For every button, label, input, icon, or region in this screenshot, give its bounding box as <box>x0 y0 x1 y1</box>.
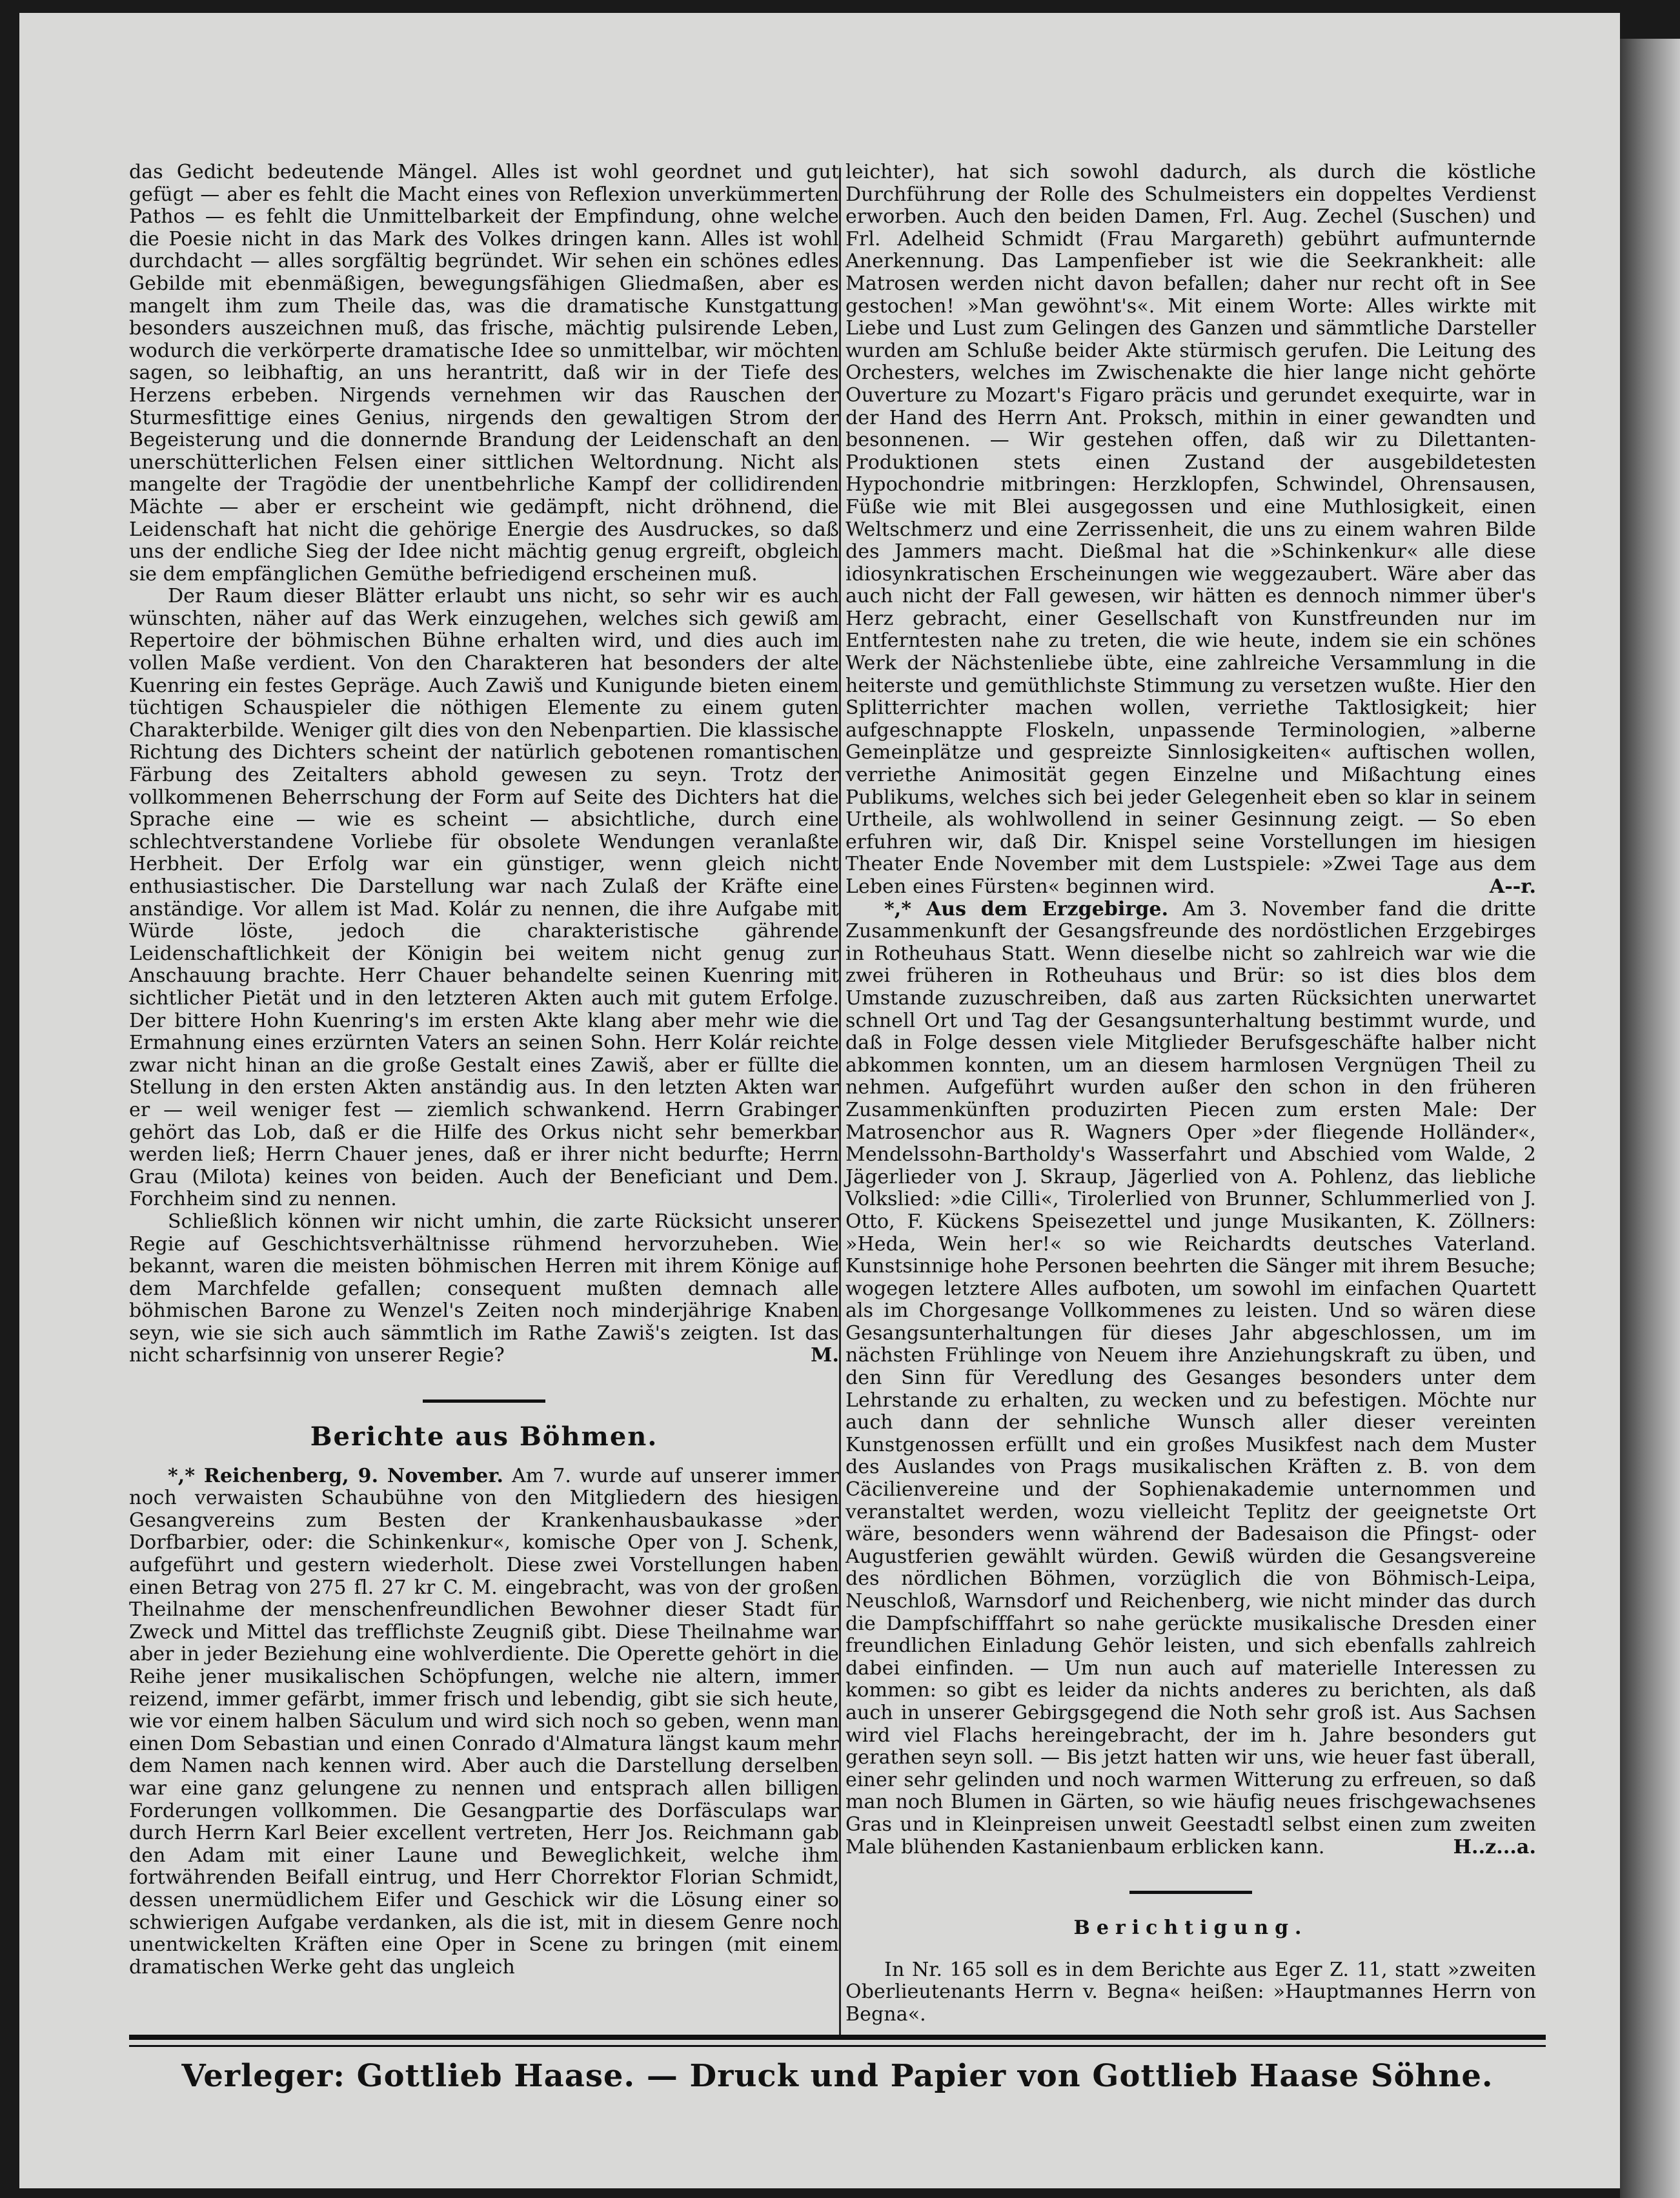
report-reichenberg <box>129 1465 839 1979</box>
review-paragraph-2: Der Raum dieser Blätter erlaubt uns nicht, so sehr wir es auch wünschten, näher auf das Werk einzugehen, welches sich gewiß am Repertoire der böhmischen Bühne erhalten wird, und dies auch im vollen Maße verdient. Von den Charakteren hat besonders der alte Kuenring ein festes Gepräge. Auch Zawiš und Kunigunde bieten einem tüchtigen Schauspieler die nöthigen Elemente zu einem guten Charakterbilde. Weniger gilt dies von den Nebenpartien. Die klassische Richtung des Dichters scheint der natürlich gebotenen romantischen Färbung des Zeitalters abhold gewesen zu seyn. Trotz der vollkommenen Beherrschung der Form auf Seite des Dichters hat die Sprache eine — wie es scheint — absichtliche, durch eine schlechtverstandene Vorliebe für obsolete Wendungen veranlaßte Herbheit. Der Erfolg war ein günstiger, wenn gleich nicht enthusiastischer. Die Darstellung war nach Zulaß der Kräfte eine anständige. Vor allem ist Mad. Kolár zu nennen, die ihre Aufgabe mit Würde löste, jedoch die charakteristische gährende Leidenschaftlichkeit der Königin bei weitem nicht genug zur Anschauung brachte. Herr Chauer behandelte seinen Kuenring mit sichtlicher Pietät und in den letzteren Akten auch mit gutem Erfolge. Der bittere Hohn Kuenring's im ersten Akte klang aber mehr wie die Ermahnung eines erzürnten Vaters an seinen Sohn. Herr Kolár reichte zwar nicht hinan an die große Gestalt eines Zawiš, aber er füllte die Stellung in den ersten Akten anständig aus. In den letzten Akten war er — weil weniger fest — ziemlich schwankend. Herrn Grabinger gehört das Lob, daß er die Hilfe des Orkus nicht sehr bemerkbar werden ließ; Herrn Chauer jenes, daß er ihrer nicht bedurfte; Herrn Grau (Milota) keines von beiden. Auch der Beneficiant und Dem. Forchheim sind zu nennen. <box>129 585 839 1211</box>
reichenberg-signature: A--r. <box>1489 875 1536 898</box>
erzgebirge-dateline: *,* Aus dem Erzgebirge. <box>884 897 1169 921</box>
column-rule <box>839 168 841 2037</box>
reichenberg-continued-text: leichter), hat sich sowohl dadurch, als durch die köstliche Durchführung der Rolle des Schulmeisters ein doppeltes Verdienst erworben. Auch den beiden Damen, Frl. Aug. Zechel (Suschen) und Frl. Adelheid Schmidt (Frau Margareth) gebührt aufmunternde Anerkennung. Das Lampenfieber ist wie die Seekrankheit: alle Matrosen werden nicht davon befallen; daher nur recht oft in See gestochen! »Man gewöhnt's«. Mit einem Worte: Alles wirkte mit Liebe und Lust zum Gelingen des Ganzen und sämmtliche Darsteller wurden am Schluße beider Akte stürmisch gerufen. Die Leitung des Orchesters, welches im Zwischenakte die hier lange nicht gehörte Ouverture zu Mozart's Figaro präcis und gerundet exequirte, war in der Hand des Herrn Ant. Proksch, mithin in einer gewandten und besonnenen. — Wir gestehen offen, daß wir zu Dilettanten-Produktionen stets einen Zustand der ausgebildetesten Hypochondrie mitbringen: Herzklopfen, Schwindel, Ohrensausen, Füße wie mit Blei ausgegossen und eine Muthlosigkeit, einen Weltschmerz und eine Zerrissenheit, die uns zu einem wahren Bilde des Jammers macht. Dießmal hat die »Schinkenkur« alle diese idiosynkratischen Erscheinungen wie weggezaubert. Wäre aber das auch nicht der Fall gewesen, wir hätten es dennoch nimmer über's Herz gebracht, einer Gesellschaft von Kunstfreunden nur im Entferntesten nahe zu treten, die wie heute, indem sie ein schönes Werk der Nächstenliebe übte, eine zahlreiche Versammlung in die heiterste und gemüthlichste Stimmung zu versetzen wußte. Hier den Splitterrichter machen wollen, verriethe Taktlosigkeit; hier aufgeschnappte Floskeln, unpassende Terminologien, »alberne Gemeinplätze und gespreizte Sinnlosigkeiten« auftischen wollen, verriethe Animosität gegen Einzelne und Mißachtung eines Publikums, welches sich bei jeder Gelegenheit eben so klar in seinem Urtheile, als wohlwollend in seiner Gesinnung zeigt. — So eben erfuhren wir, daß Dir. Knispel seine Vorstellungen im hiesigen Theater Ende November mit dem Lustspiele: »Zwei Tage aus dem Leben eines Fürsten« beginnen wird. <box>845 161 1536 898</box>
footer-rule-thick <box>129 2035 1546 2040</box>
review-paragraph-3 <box>129 1211 839 1367</box>
book-edge <box>1620 39 1680 2198</box>
report-erzgebirge <box>845 899 1536 1859</box>
erzgebirge-signature: H..z...a. <box>1453 1835 1536 1858</box>
review-paragraph-3-text: Schließlich können wir nicht umhin, die zarte Rücksicht unserer Regie auf Geschichtsverhältnisse rühmend hervorzuheben. Wie bekannt, waren die meisten böhmischen Herren mit ihrem Könige auf dem Marchfelde gefallen; consequent mußten demnach alle böhmischen Barone zu Wenzel's Zeiten noch minderjährige Knaben seyn, wie sie sich auch sämmtlich im Rathe Zawiš's zeigten. Ist das nicht scharfsinnig von unserer Regie? <box>129 1210 839 1367</box>
reichenberg-continued <box>845 161 1536 899</box>
reichenberg-body: Am 7. wurde auf unserer immer noch verwaisten Schaubühne von den Mitgliedern des hiesigen Gesangvereins zum Besten der Krankenhausbaukasse »der Dorfbarbier, oder: die Schinkenkur«, komische Oper von J. Schenk, aufgeführt und gestern wiederholt. Diese zwei Vorstellungen haben einen Betrag von 275 fl. 27 kr C. M. eingebracht, was von der großen Theilnahme der menschenfreundlichen Bewohner dieser Stadt für Zweck und Mittel das trefflichste Zeugniß gibt. Diese Theilnahme war aber in jeder Beziehung eine wohlverdiente. Die Operette gehört in die Reihe jener musikalischen Schöpfungen, welche nie altern, immer reizend, immer gefärbt, immer frisch und lebendig, gibt sie sich heute, wie vor einem halben Säculum und wird sich noch so geben, wenn man einen Dom Sebastian und einen Conrado d'Almatura längst kaum mehr dem Namen nach kennen wird. Aber auch die Darstellung derselben war eine ganz gelungene zu nennen und entsprach allen billigen Forderungen vollkommen. Die Gesangpartie des Dorfäsculaps war durch Herrn Karl Beier excellent vertreten, Herr Jos. Reichmann gab den Adam mit einer Laune und Beweglichkeit, welche ihm fortwährenden Beifall eintrug, und Herr Chorrektor Florian Schmidt, dessen unermüdlichem Eifer und Geschick wir die Lösung einer so schwierigen Aufgabe verdanken, als die ist, mit in diesem Genre noch unentwickelten Kräften eine Oper in Scene zu bringen (mit einem dramatischen Werke geht das ungleich <box>129 1464 839 1979</box>
footer-rule-thin <box>129 2045 1546 2047</box>
review-signature: M. <box>811 1344 839 1367</box>
section-title: Berichte aus Böhmen. <box>310 1421 658 1452</box>
correction-divider <box>1129 1891 1252 1894</box>
reichenberg-dateline: *,* Reichenberg, 9. November. <box>168 1464 504 1487</box>
correction-body: In Nr. 165 soll es in dem Berichte aus Eger Z. 11, statt »zweiten Oberlieutenants Herrn v. Begna« heißen: »Hauptmannes Herrn von Begna«. <box>845 1958 1536 2026</box>
erzgebirge-body: Am 3. November fand die dritte Zusammenkunft der Gesangsfreunde des nordöstlichen Erzgebirges in Rotheuhaus Statt. Wenn dieselbe nicht so zahlreich war wie die zwei früheren in Rotheuhaus und Brür: so ist dies blos dem Umstande zuzuschreiben, daß aus zarten Rücksichten unerwartet schnell Ort und Tag der Gesangsunterhaltung bestimmt wurde, und daß in Folge dessen viele Mitglieder Berufsgeschäfte halber nicht abkommen konnten, um an diesem harmlosen Vergnügen Theil zu nehmen. Aufgeführt wurden außer den schon in den früheren Zusammenkünften produzirten Piecen zum ersten Male: Der Matrosenchor aus R. Wagners Oper »der fliegende Holländer«, Mendelssohn-Bartholdy's Wasserfahrt und Abschied vom Walde, 2 Jägerlieder von J. Skraup, Jägerlied von A. Pohlenz, das liebliche Volkslied: »die Cilli«, Tirolerlied von Brunner, Schlummerlied von J. Otto, F. Kückens Speisezettel und junge Musikanten, K. Zöllners: »Heda, Wein her!« so wie Reichardts deutsches Vaterland. Kunstsinnige hohe Personen beehrten die Sänger mit ihrem Besuche; wogegen letztere Alles aufboten, um sowohl im einfachen Quartett als im Chorgesange Vollkommenes zu leisten. Und so wären diese Gesangsunterhaltungen für dieses Jahr abgeschlossen, um im nächsten Frühlinge von Neuem ihre Anziehungskraft zu üben, und den Sinn für Veredlung des Gesanges besonders unter dem Lehrstande zu erhalten, zu wecken und zu befestigen. Möchte nur auch dann der sehnliche Wunsch aller dieser vereinten Kunstgenossen erfüllt und ein großes Musikfest nach dem Muster des Auslandes von Prags musikalischen Kräften z. B. von dem Cäcilienvereine und der Sophienakademie unternommen und veranstaltet werden, wozu vielleicht Teplitz der geeignetste Ort wäre, besonders wenn während der Badesaison die Pfingst- oder Augustferien gewählt würden. Gewiß würden die Gesangsvereine des nördlichen Böhmen, vorzüglich die von Böhmisch-Leipa, Neuschloß, Warnsdorf und Reichenberg, wie nicht minder das durch die Dampfschifffahrt so nahe gerückte musikalische Dresden einer freundlichen Einladung Gehör leisten, und sich ebenfalls zahlreich dabei einfinden. — Um nun auch auf materielle Interessen zu kommen: so gibt es leider da nichts anderes zu berichten, als daß auch in unserer Gebirgsgegend die Noth sehr groß ist. Aus Sachsen wird viel Flachs hereingebracht, der im h. Jahre besonders gut gerathen seyn soll. — Bis jetzt hatten wir uns, wie heuer fast überall, einer sehr gelinden und noch warmen Witterung zu erfreuen, so daß man noch Blumen in Gärten, so wie häufig neues frischgewachsenes Gras und in Kleinpreisen unweit Geestadtl selbst einen zum zweiten Male blühenden Kastanienbaum erblicken kann. <box>845 897 1536 1858</box>
correction-title: Berichtigung. <box>1073 1917 1308 1940</box>
right-column <box>845 161 1536 2026</box>
imprint-line: Verleger: Gottlieb Haase. — Druck und Papier von Gottlieb Haase Söhne. <box>181 2058 1493 2094</box>
review-paragraph-1: das Gedicht bedeutende Mängel. Alles ist wohl geordnet und gut gefügt — aber es fehlt die Macht eines von Reflexion unverkümmerten Pathos — es fehlt die Unmittelbarkeit der Empfindung, ohne welche die Poesie nicht in das Mark des Volkes dringen kann. Alles ist wohl durchdacht — alles sorgfältig begründet. Wir sehen ein schönes edles Gebilde mit ebenmäßigen, bewegungsfähigen Gliedmaßen, aber es mangelt ihm zum Theile das, was die dramatische Kunstgattung besonders auszeichnen muß, das frische, mächtig pulsirende Leben, wodurch die verkörperte dramatische Idee so unmittelbar, wir möchten sagen, so leibhaftig, an uns herantritt, daß wir in der Tiefe des Herzens erbeben. Nirgends vernehmen wir das Rauschen der Sturmesfittige eines Genius, nirgends den gewaltigen Strom der Begeisterung und die donnernde Brandung der Leidenschaft an den unerschütterlichen Felsen einer sittlichen Weltordnung. Nicht als mangelte der Tragödie der unentbehrliche Kampf der collidirenden Mächte — aber er erscheint wie gedämpft, nicht dröhnend, die Leidenschaft hat nicht die gehörige Energie des Ausdruckes, so daß uns der endliche Sieg der Idee nicht mächtig genug ergreift, obgleich sie dem empfänglichen Gemüthe befriedigend erscheinen muß. <box>129 161 839 585</box>
left-column <box>129 161 839 1979</box>
section-divider <box>423 1399 545 1403</box>
